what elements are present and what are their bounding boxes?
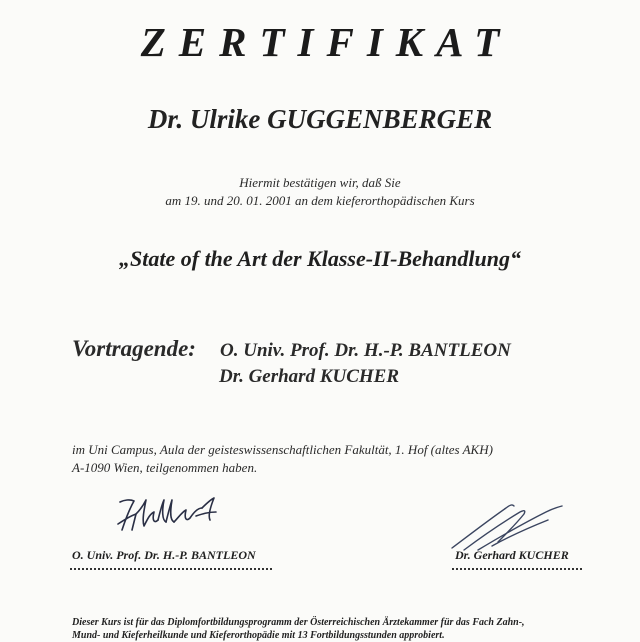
- intro-line-2: am 19. und 20. 01. 2001 an dem kieferorthopädischen Kurs: [165, 193, 475, 208]
- certificate-title: ZERTIFIKAT: [140, 19, 513, 65]
- signature-name-bantleon: O. Univ. Prof. Dr. H.-P. BANTLEON: [72, 548, 256, 562]
- intro-text: [0, 174, 640, 210]
- signature-kucher: [448, 496, 568, 552]
- signature-name-kucher: Dr. Gerhard KUCHER: [455, 548, 569, 562]
- intro-line-1: Hiermit bestätigen wir, daß Sie: [239, 175, 401, 190]
- footer-line-1: Dieser Kurs ist für das Diplomfortbildungsprogramm der Österreichischen Ärztekammer für das Fach Zahn-,: [72, 617, 525, 628]
- venue-line-2: A-1090 Wien, teilgenommen haben.: [72, 460, 258, 475]
- footer-note: [72, 616, 640, 642]
- signature-bantleon: [110, 490, 230, 540]
- course-title: „State of the Art der Klasse-II-Behandlung“: [119, 246, 521, 271]
- lecturer-2: Dr. Gerhard KUCHER: [219, 366, 400, 387]
- footer-line-2: Mund- und Kieferheilkunde und Kieferorthopädie mit 13 Fortbildungsstunden approbiert.: [72, 630, 445, 641]
- lecturer-1: O. Univ. Prof. Dr. H.-P. BANTLEON: [220, 340, 511, 361]
- lecturers-label: Vortragende:: [72, 336, 196, 361]
- recipient-name: Dr. Ulrike GUGGENBERGER: [147, 104, 493, 134]
- venue-line-1: im Uni Campus, Aula der geisteswissenschaftlichen Fakultät, 1. Hof (altes AKH): [72, 442, 493, 457]
- venue-text: [72, 441, 632, 477]
- signature-line-right: [452, 568, 582, 570]
- signature-line-left: [70, 568, 272, 570]
